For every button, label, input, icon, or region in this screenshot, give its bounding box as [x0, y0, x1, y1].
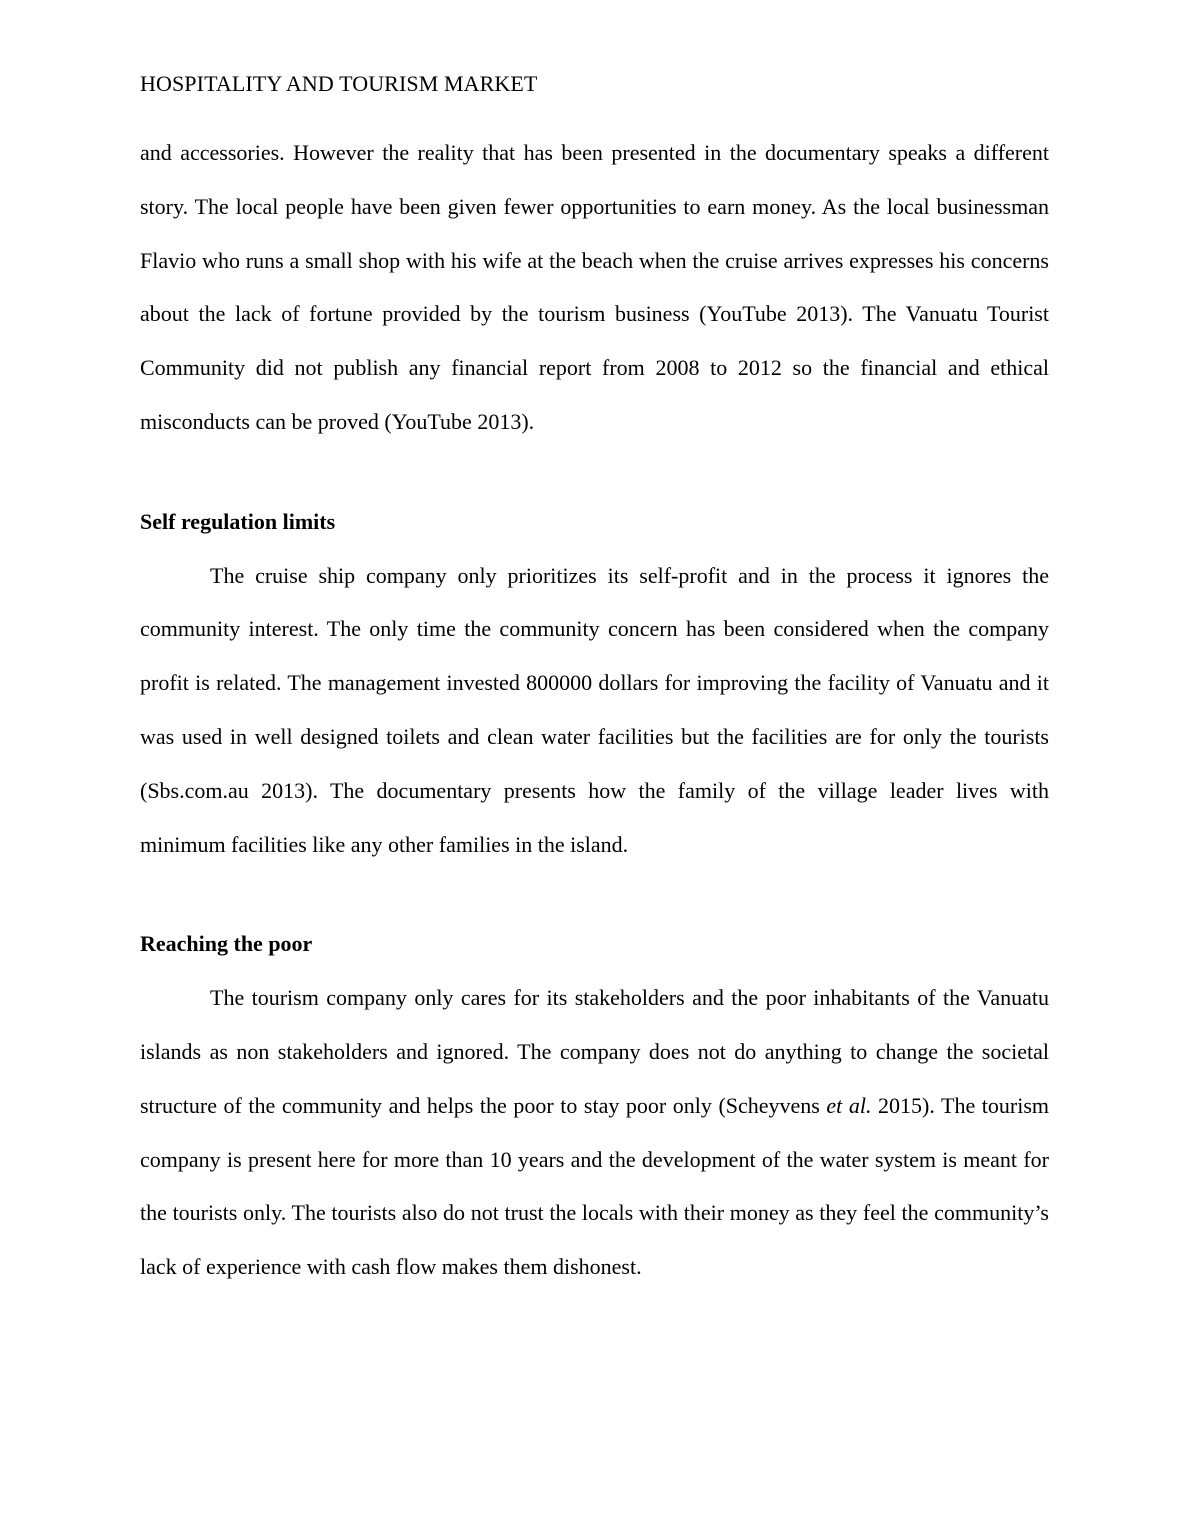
section-heading-reaching-poor: Reaching the poor — [140, 931, 313, 957]
reaching-poor-paragraph — [140, 971, 1049, 1294]
self-regulation-paragraph: The cruise ship company only prioritizes its self-profit and in the process it ignores the community interest. The only time the community concern has been considered when the company profit is related. The management invested 800000 dollars for improving the facility of Vanuatu and it was used in well designed toilets and clean water facilities but the facilities are for only the tourists (Sbs.com.au 2013). The documentary presents how the family of the village leader lives with minimum facilities like any other families in the island. — [140, 562, 1049, 857]
intro-paragraph: and accessories. However the reality that has been presented in the documentary speaks a different story. The local people have been given fewer opportunities to earn money. As the local businessman Flavio who runs a small shop with his wife at the beach when the cruise arrives expresses his concerns about the lack of fortune provided by the tourism business (YouTube 2013). The Vanuatu Tourist Community did not publish any financial report from 2008 to 2012 so the financial and ethical misconducts can be proved (YouTube 2013). — [140, 140, 1049, 434]
reaching-poor-text-part1: The tourism company only cares for its stakeholders and the poor inhabitants of the Vanuatu islands as non stakeholders and ignored. The company does not do anything to change the societal structure of the community and helps the poor to stay poor only (Scheyvens — [140, 985, 1049, 1118]
reaching-poor-text-part2: 2015). The tourism company is present here for more than 10 years and the development of the water system is meant for the tourists only. The tourists also do not trust the locals with their money as they feel the community’s lack of experience with cash flow makes them dishonest. — [140, 1092, 1049, 1280]
document-body — [140, 126, 1049, 1294]
citation-et-al: et al. — [826, 1092, 872, 1118]
section-heading-self-regulation: Self regulation limits — [140, 508, 336, 534]
running-head: HOSPITALITY AND TOURISM MARKET — [140, 71, 538, 96]
section-spacer — [140, 871, 1049, 917]
section-spacer — [140, 449, 1049, 495]
